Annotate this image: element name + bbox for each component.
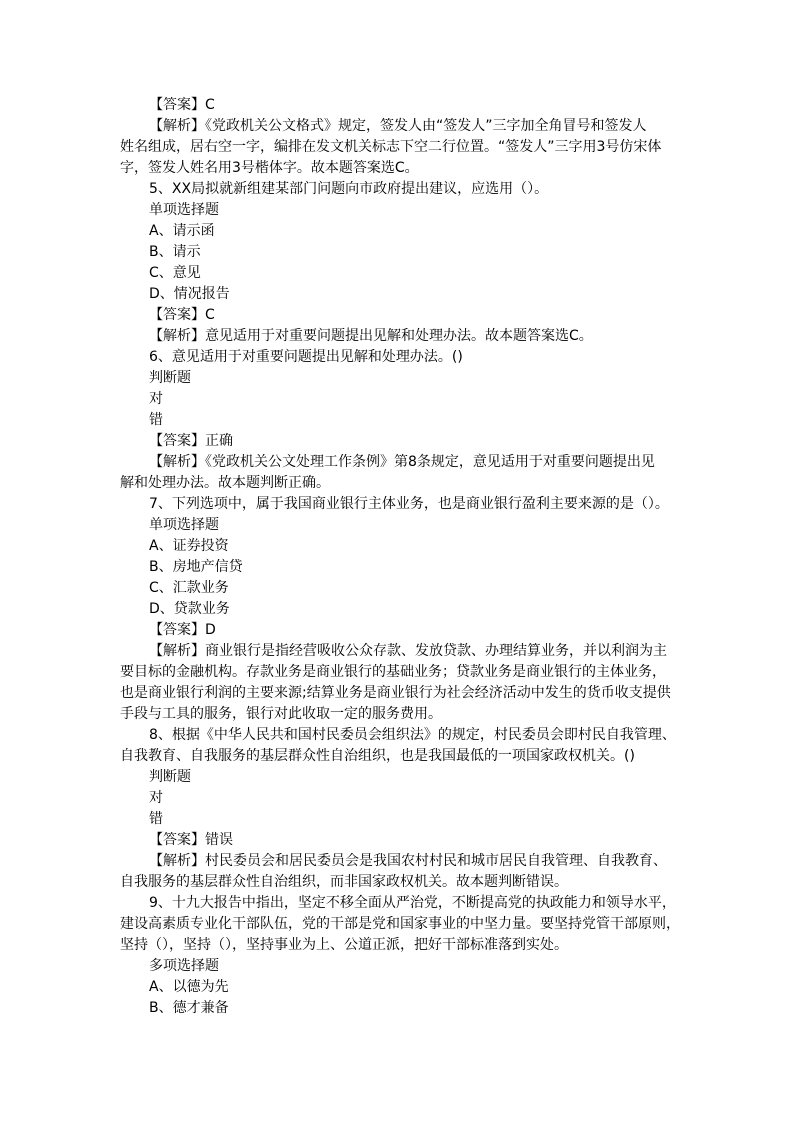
option-line: 对 — [149, 391, 163, 407]
option-paragraph — [120, 263, 700, 284]
option-line: D、情况报告 — [149, 286, 230, 302]
question-line: 9、十九大报告中指出，坚定不移全面从严治党，不断提高党的执政能力和领导水平， — [149, 895, 676, 911]
analysis-line: 【解析】《党政机关公文格式》规定，签发人由“签发人”三字加全角冒号和签发人 — [149, 118, 647, 134]
option-line: C、汇款业务 — [149, 580, 229, 596]
analysis-line: 要目标的金融机构。存款业务是商业银行的基础业务；贷款业务是商业银行的主体业务， — [120, 664, 666, 680]
option-line: 对 — [149, 790, 163, 806]
question-type-line: 判断题 — [149, 769, 191, 785]
option-line: 错 — [149, 412, 163, 428]
option-paragraph — [120, 998, 700, 1019]
question-line: 5、XX局拟就新组建某部门问题向市政府提出建议，应选用（）。 — [149, 181, 549, 197]
answer-line: 【答案】C — [149, 97, 215, 113]
question-type-line: 判断题 — [149, 370, 191, 386]
option-line: 错 — [149, 811, 163, 827]
answer-paragraph — [120, 830, 700, 851]
question-paragraph — [120, 179, 700, 200]
answer-line: 【答案】D — [149, 622, 216, 638]
option-line: A、证券投资 — [149, 538, 229, 554]
question-paragraph — [120, 725, 700, 767]
question-type-line: 单项选择题 — [149, 517, 219, 533]
answer-line: 【答案】正确 — [149, 433, 233, 449]
option-paragraph — [120, 977, 700, 998]
answer-line: 【答案】C — [149, 307, 215, 323]
answer-paragraph — [120, 95, 700, 116]
option-paragraph — [120, 578, 700, 599]
question-line: 6、意见适用于对重要问题提出见解和处理办法。() — [149, 349, 463, 365]
option-line: C、意见 — [149, 265, 201, 281]
analysis-line: 也是商业银行利润的主要来源;结算业务是商业银行为社会经济活动中发生的货币收支提供 — [120, 685, 671, 701]
question-line: 8、根据《中华人民共和国村民委员会组织法》的规定，村民委员会即村民自我管理、 — [149, 727, 676, 743]
analysis-line: 【解析】意见适用于对重要问题提出见解和处理办法。故本题答案选C。 — [149, 328, 593, 344]
option-paragraph — [120, 536, 700, 557]
question-line: 坚持（），坚持（），坚持事业为上、公道正派，把好干部标准落到实处。 — [120, 937, 568, 953]
analysis-line: 手段与工具的服务，银行对此收取一定的服务费用。 — [120, 706, 442, 722]
question-paragraph — [120, 347, 700, 368]
analysis-paragraph — [120, 326, 700, 347]
analysis-paragraph — [120, 452, 700, 494]
question-line: 7、下列选项中，属于我国商业银行主体业务，也是商业银行盈利主要来源的是（）。 — [149, 496, 669, 512]
question-paragraph — [120, 893, 700, 956]
analysis-line: 解和处理办法。故本题判断正确。 — [120, 475, 330, 491]
analysis-line: 字，签发人姓名用3号楷体字。故本题答案选C。 — [120, 160, 419, 176]
option-line: A、请示函 — [149, 223, 215, 239]
answer-paragraph — [120, 305, 700, 326]
question-type-line: 多项选择题 — [149, 958, 219, 974]
question-type-paragraph — [120, 200, 700, 221]
question-type-paragraph — [120, 956, 700, 977]
analysis-paragraph — [120, 116, 700, 179]
analysis-paragraph — [120, 851, 700, 893]
option-paragraph — [120, 809, 700, 830]
question-line: 建设高素质专业化干部队伍，党的干部是党和国家事业的中坚力量。要坚持党管干部原则， — [120, 916, 680, 932]
document-page — [120, 95, 700, 1019]
answer-paragraph — [120, 620, 700, 641]
option-paragraph — [120, 389, 700, 410]
analysis-line: 姓名组成，居右空一字，编排在发文机关标志下空二行位置。“签发人”三字用3号仿宋体 — [120, 139, 662, 155]
option-paragraph — [120, 221, 700, 242]
answer-line: 【答案】错误 — [149, 832, 233, 848]
question-type-paragraph — [120, 515, 700, 536]
option-line: B、德才兼备 — [149, 1000, 229, 1016]
question-type-paragraph — [120, 767, 700, 788]
question-line: 自我教育、自我服务的基层群众性自治组织，也是我国最低的一项国家政权机关。() — [120, 748, 635, 764]
option-paragraph — [120, 599, 700, 620]
option-paragraph — [120, 242, 700, 263]
option-line: B、请示 — [149, 244, 201, 260]
option-paragraph — [120, 788, 700, 809]
analysis-line: 【解析】商业银行是指经营吸收公众存款、发放贷款、办理结算业务，并以利润为主 — [149, 643, 667, 659]
analysis-paragraph — [120, 641, 700, 725]
question-type-paragraph — [120, 368, 700, 389]
option-line: A、以德为先 — [149, 979, 229, 995]
option-line: B、房地产信贷 — [149, 559, 243, 575]
option-line: D、贷款业务 — [149, 601, 230, 617]
analysis-line: 【解析】《党政机关公文处理工作条例》第8条规定，意见适用于对重要问题提出见 — [149, 454, 655, 470]
option-paragraph — [120, 410, 700, 431]
option-paragraph — [120, 557, 700, 578]
answer-paragraph — [120, 431, 700, 452]
question-paragraph — [120, 494, 700, 515]
question-type-line: 单项选择题 — [149, 202, 219, 218]
analysis-line: 【解析】村民委员会和居民委员会是我国农村村民和城市居民自我管理、自我教育、 — [149, 853, 667, 869]
option-paragraph — [120, 284, 700, 305]
analysis-line: 自我服务的基层群众性自治组织，而非国家政权机关。故本题判断错误。 — [120, 874, 568, 890]
